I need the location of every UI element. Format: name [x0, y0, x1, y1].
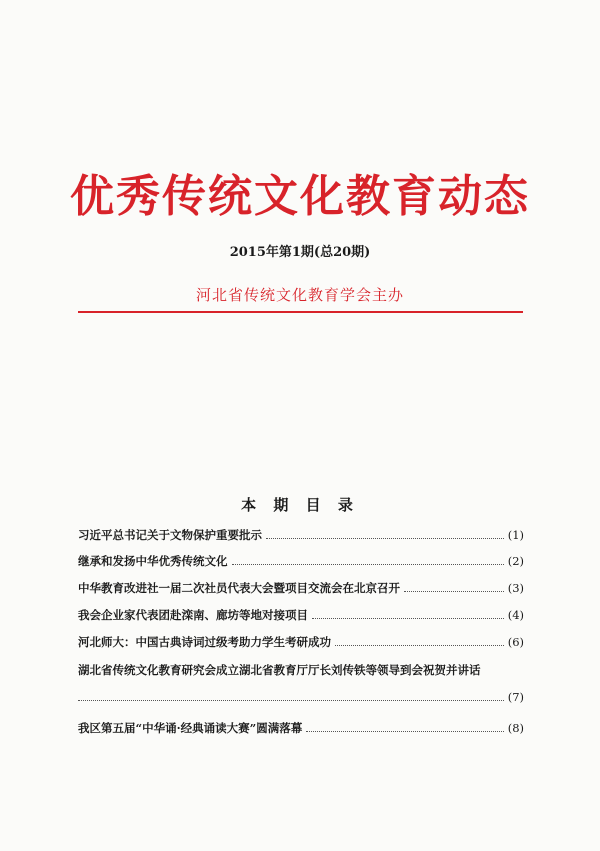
- masthead-title: 优秀传统文化教育动态: [70, 171, 530, 222]
- toc-item[interactable]: [78, 553, 524, 569]
- toc-item-title: 河北师大：中国古典诗词过级考助力学生考研成功: [78, 635, 331, 649]
- toc-item[interactable]: [78, 634, 524, 650]
- toc-item-page: (2): [507, 554, 524, 568]
- toc-item-long-page-row: [78, 689, 524, 705]
- toc-item[interactable]: [78, 720, 524, 736]
- toc-leader: [78, 700, 504, 701]
- toc-item-title: 我会企业家代表团赴滦南、廊坊等地对接项目: [78, 608, 308, 622]
- toc-item[interactable]: [78, 527, 524, 543]
- sponsor-line: 河北省传统文化教育学会主办: [195, 286, 404, 304]
- toc-leader: [232, 564, 504, 565]
- toc-leader: [335, 645, 504, 646]
- toc-item-title: 习近平总书记关于文物保护重要批示: [78, 528, 262, 542]
- issue-number: 2015年第1期(总20期): [229, 245, 371, 260]
- toc-item-title: 中华教育改进社一届二次社员代表大会暨项目交流会在北京召开: [78, 581, 400, 595]
- toc-item-page: (3): [507, 581, 524, 595]
- toc-item[interactable]: [78, 607, 524, 623]
- red-divider: [78, 311, 523, 313]
- toc-item-title: 我区第五届“中华诵·经典诵读大赛”圆满落幕: [78, 721, 303, 735]
- toc-item-page: (1): [507, 528, 524, 542]
- toc-item-page: (7): [507, 690, 524, 704]
- toc-item-long-title[interactable]: 湖北省传统文化教育研究会成立湖北省教育厅厅长刘传铁等领导到会祝贺并讲话: [78, 663, 481, 677]
- toc-leader: [306, 731, 503, 732]
- toc-item-page: (6): [507, 635, 524, 649]
- toc-leader: [404, 591, 504, 592]
- toc-heading: 本 期 目 录: [241, 496, 359, 514]
- toc-leader: [266, 538, 504, 539]
- toc-item-title: 继承和发扬中华优秀传统文化: [78, 554, 228, 568]
- toc-item-page: (4): [507, 608, 524, 622]
- toc-item-page: (8): [507, 721, 524, 735]
- toc-leader: [312, 618, 504, 619]
- toc-item[interactable]: [78, 580, 524, 596]
